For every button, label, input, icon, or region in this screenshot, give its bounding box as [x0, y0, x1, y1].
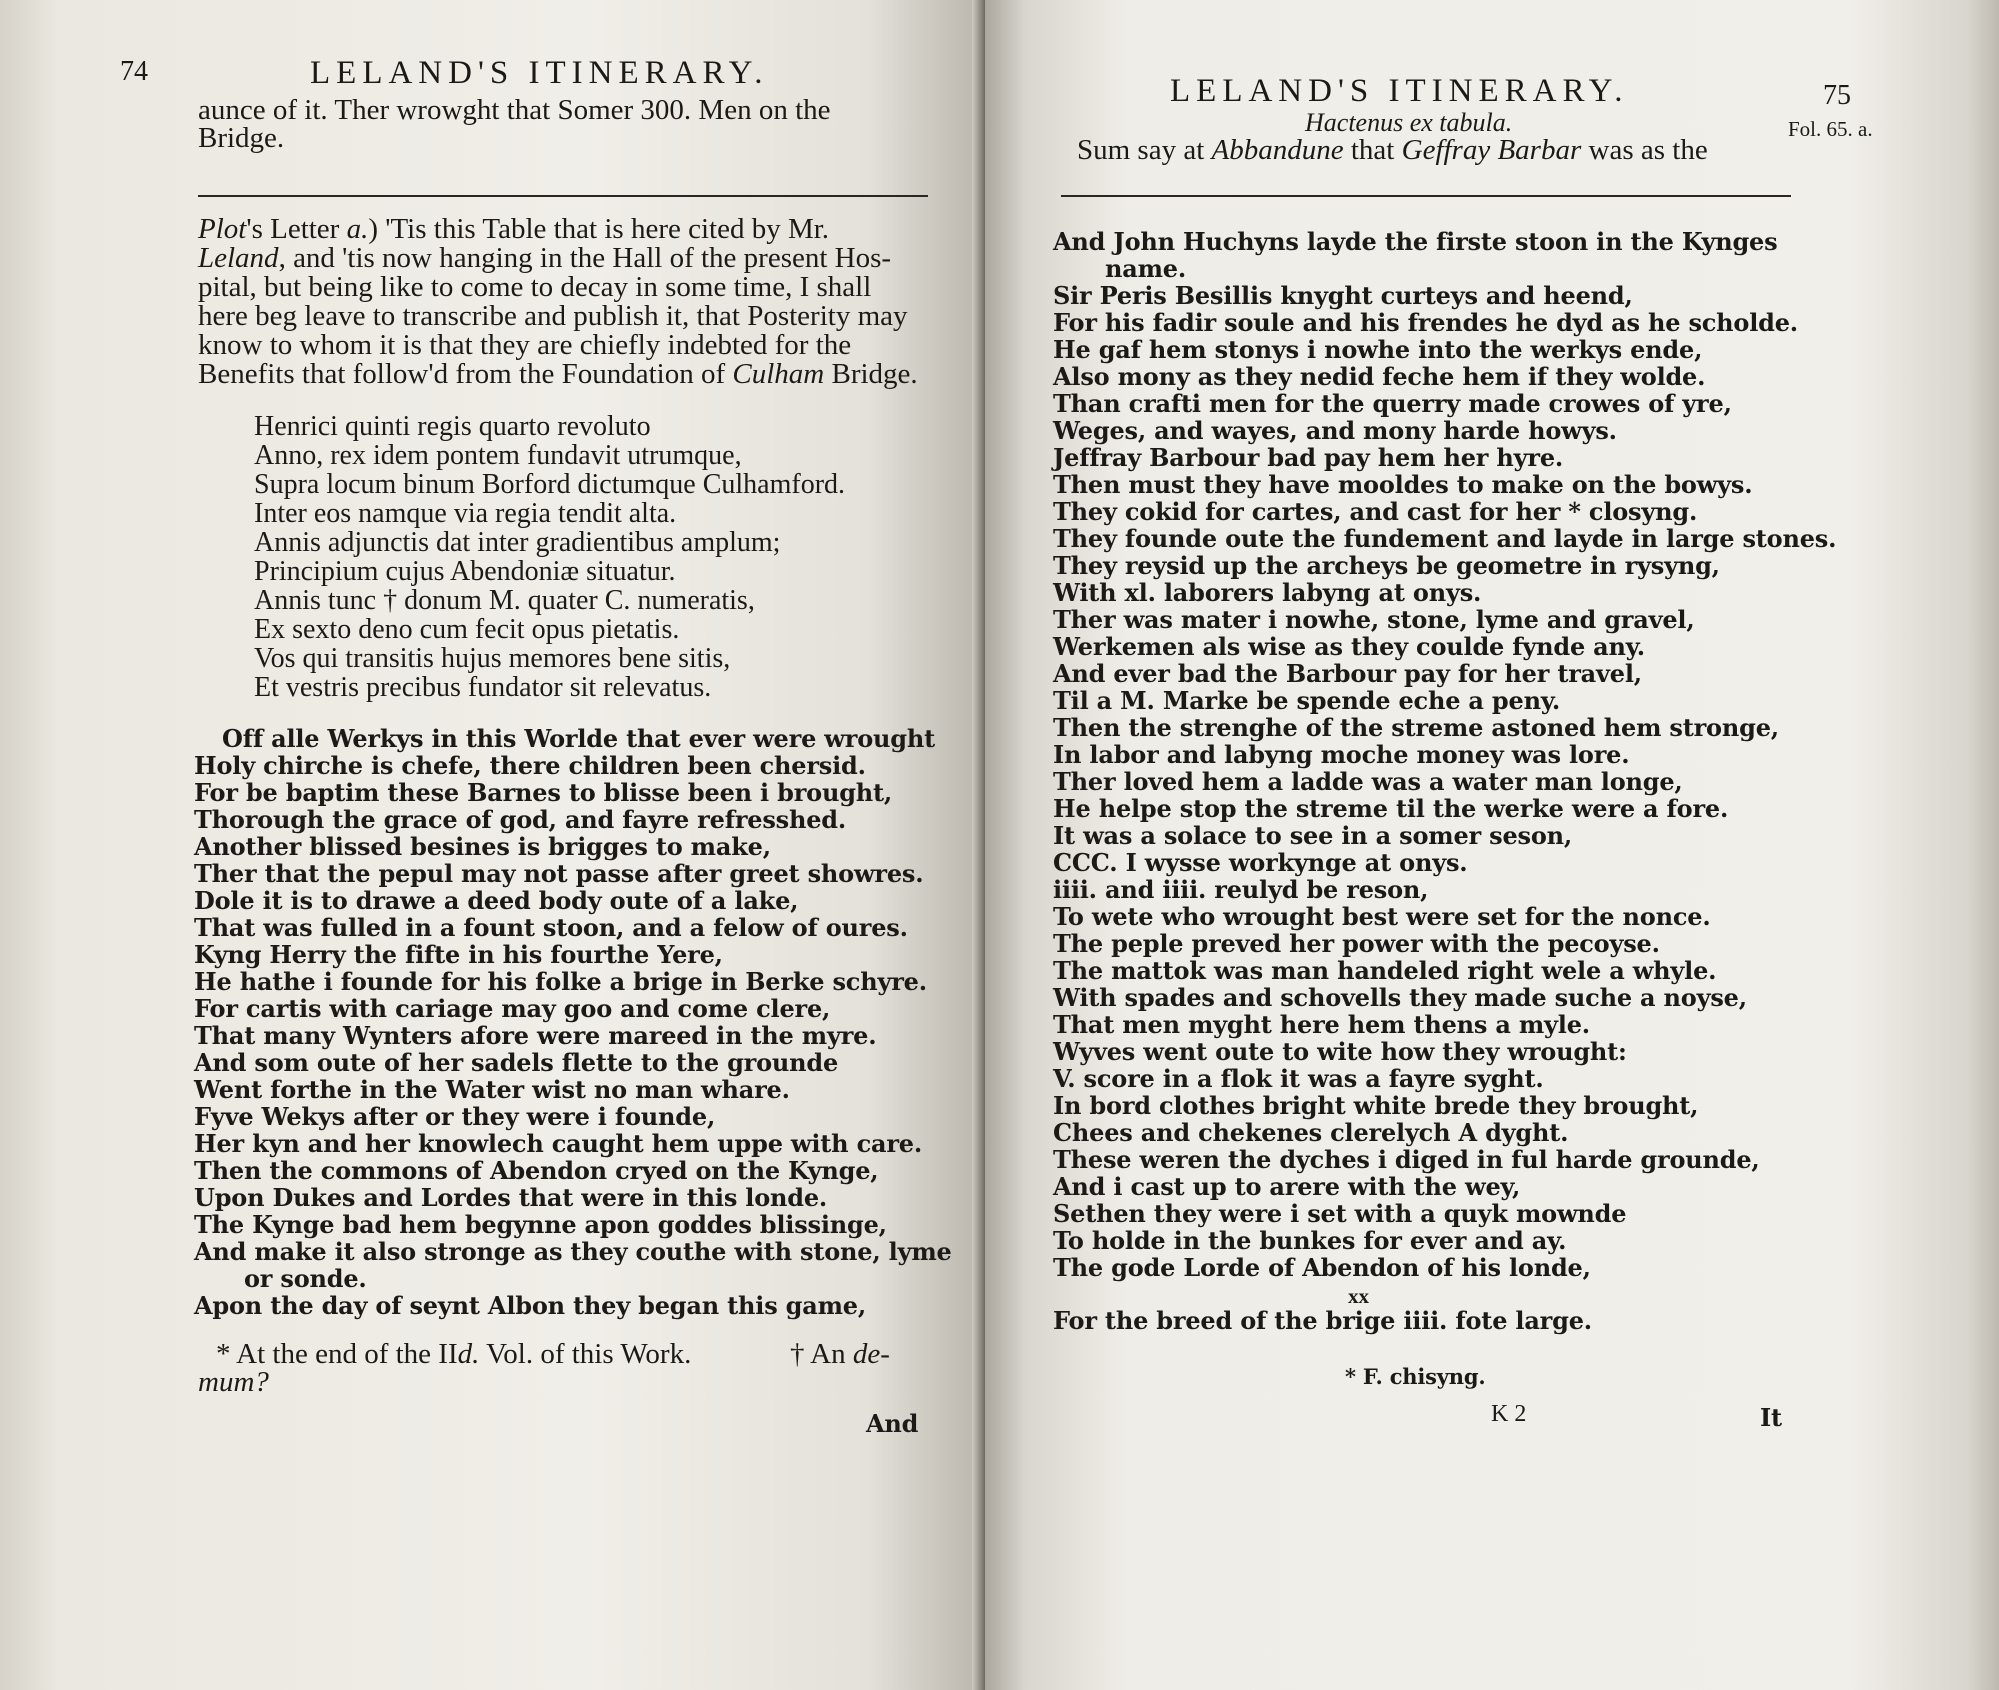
poem-line: That many Wynters afore were mareed in the myre. [194, 1021, 877, 1050]
poem-line: They reysid up the archeys be geometre in rysyng, [1053, 551, 1720, 580]
poem-line: Chees and chekenes clerelych A dyght. [1053, 1118, 1569, 1147]
poem-line: The Kynge bad hem begynne apon goddes blissinge, [194, 1210, 887, 1239]
note-line: pital, but being like to come to decay in some time, I shall [198, 271, 872, 303]
poem-line: And i cast up to arere with the wey, [1053, 1172, 1521, 1201]
latin-verse-line: Inter eos namque via regia tendit alta. [254, 498, 677, 529]
poem-line: CCC. I wysse workynge at onys. [1053, 848, 1468, 877]
poem-line: Dole it is to drawe a deed body oute of a lake, [194, 886, 799, 915]
poem-line: And ever bad the Barbour pay for her travel, [1053, 659, 1642, 688]
poem-line: Then must they have mooldes to make on the bowys. [1053, 470, 1753, 499]
poem-line: Apon the day of seynt Albon they began this game, [194, 1291, 867, 1320]
poem-line: Thorough the grace of god, and fayre refresshed. [194, 805, 847, 834]
latin-verse-line: Henrici quinti regis quarto revoluto [254, 411, 651, 442]
poem-line: Then the strenghe of the streme astoned hem stronge, [1053, 713, 1779, 742]
poem-line: Ther loved hem a ladde was a water man longe, [1053, 767, 1683, 796]
poem-line: He helpe stop the streme til the werke were a fore. [1053, 794, 1729, 823]
note-line: Plot's Letter a.) 'Tis this Table that is here cited by Mr. [198, 213, 830, 245]
footnote: * F. chisyng. [1345, 1364, 1486, 1389]
text-line: aunce of it. Ther wrowght that Somer 300. Men on the [198, 94, 831, 126]
poem-line: To wete who wrought best were set for the nonce. [1053, 902, 1711, 931]
running-head: LELAND'S ITINERARY. [310, 55, 769, 91]
note-line: here beg leave to transcribe and publish it, that Posterity may [198, 300, 908, 332]
poem-line: Upon Dukes and Lordes that were in this londe. [194, 1183, 828, 1212]
left-page [0, 0, 985, 1690]
catchword: It [1760, 1403, 1782, 1432]
footnote: † An de- [790, 1338, 890, 1370]
poem-line: These weren the dyches i diged in ful harde grounde, [1053, 1145, 1760, 1174]
poem-line: In labor and labyng moche money was lore. [1053, 740, 1630, 769]
poem-line: iiii. and iiii. reulyd be reson, [1053, 875, 1429, 904]
margin-note: Fol. 65. a. [1788, 117, 1873, 141]
note-line: Leland, and 'tis now hanging in the Hall of the present Hos- [198, 242, 892, 274]
poem-line: Til a M. Marke be spende eche a peny. [1053, 686, 1560, 715]
poem-line: Sir Peris Besillis knyght curteys and heend, [1053, 281, 1633, 310]
poem-line: With spades and schovells they made suche a noyse, [1053, 983, 1747, 1012]
poem-line: The mattok was man handeled right wele a whyle. [1053, 956, 1717, 985]
poem-line: Went forthe in the Water wist no man whare. [194, 1075, 790, 1104]
latin-verse-line: Ex sexto deno cum fecit opus pietatis. [254, 614, 680, 645]
poem-line: Ther was mater i nowhe, stone, lyme and gravel, [1053, 605, 1695, 634]
latin-verse-line: Vos qui transitis hujus memores bene sitis, [254, 643, 731, 674]
rule-divider [198, 195, 928, 197]
text-line: Sum say at Abbandune that Geffray Barbar was as the [1077, 134, 1708, 166]
poem-line: It was a solace to see in a somer seson, [1053, 821, 1573, 850]
poem-line: And make it also stronge as they couthe with stone, lyme [194, 1237, 952, 1266]
poem-line: name. [1105, 254, 1187, 283]
poem-line: To holde in the bunkes for ever and ay. [1053, 1226, 1567, 1255]
poem-line: They cokid for cartes, and cast for her * closyng. [1053, 497, 1698, 526]
poem-line: And John Huchyns layde the firste stoon in the Kynges [1053, 227, 1778, 256]
poem-line: With xl. laborers labyng at onys. [1053, 578, 1482, 607]
latin-verse-line: Anno, rex idem pontem fundavit utrumque, [254, 440, 742, 471]
poem-line: V. score in a flok it was a fayre syght. [1053, 1064, 1544, 1093]
poem-line: Then the commons of Abendon cryed on the Kynge, [194, 1156, 879, 1185]
poem-line: For his fadir soule and his frendes he dyd as he scholde. [1053, 308, 1798, 337]
signature-mark: K 2 [1491, 1401, 1527, 1427]
right-page [985, 0, 1999, 1690]
latin-verse-line: Principium cujus Abendoniæ situatur. [254, 556, 676, 587]
poem-line: For cartis with cariage may goo and come clere, [194, 994, 831, 1023]
catchword: And [866, 1409, 919, 1438]
rule-divider [1061, 195, 1791, 197]
running-head: LELAND'S ITINERARY. [1170, 73, 1629, 109]
poem-line: He gaf hem stonys i nowhe into the werkys ende, [1053, 335, 1703, 364]
poem-line: Off alle Werkys in this Worlde that ever were wrought [222, 724, 935, 753]
text-line: Bridge. [198, 122, 285, 154]
poem-line: Than crafti men for the querry made crowes of yre, [1053, 389, 1732, 418]
page-number: 74 [120, 56, 148, 87]
footnote: * At the end of the IId. Vol. of this Work. [216, 1338, 692, 1370]
latin-verse-line: Annis adjunctis dat inter gradientibus amplum; [254, 527, 781, 558]
poem-line: Ther that the pepul may not passe after greet showres. [194, 859, 924, 888]
poem-line: Her kyn and her knowlech caught hem uppe with care. [194, 1129, 923, 1158]
poem-line: Another blissed besines is brigges to make, [194, 832, 771, 861]
latin-verse-line: Et vestris precibus fundator sit relevatus. [254, 672, 712, 703]
latin-verse-line: Annis tunc † donum M. quater C. numeratis, [254, 585, 755, 616]
poem-line: Wyves went oute to wite how they wrought: [1053, 1037, 1627, 1066]
footnote: mum? [198, 1366, 269, 1398]
poem-line: For be baptim these Barnes to blisse been i brought, [194, 778, 893, 807]
poem-line: He hathe i founde for his folke a brige in Berke schyre. [194, 967, 927, 996]
poem-line: In bord clothes bright white brede they brought, [1053, 1091, 1699, 1120]
poem-line: Kyng Herry the fifte in his fourthe Yere, [194, 940, 723, 969]
poem-line: And som oute of her sadels flette to the grounde [194, 1048, 839, 1077]
poem-line: The peple preved her power with the pecoyse. [1053, 929, 1660, 958]
poem-line: The gode Lorde of Abendon of his londe, [1053, 1253, 1591, 1282]
poem-line: Jeffray Barbour bad pay hem her hyre. [1053, 443, 1564, 472]
poem-line: Weges, and wayes, and mony harde howys. [1053, 416, 1617, 445]
poem-line: Holy chirche is chefe, there children been chersid. [194, 751, 866, 780]
poem-line: That was fulled in a fount stoon, and a felow of oures. [194, 913, 908, 942]
poem-line: For the breed of the brige iiii. fote large. [1053, 1306, 1592, 1335]
poem-line: They founde oute the fundement and layde in large stones. [1053, 524, 1837, 553]
latin-verse-line: Supra locum binum Borford dictumque Culhamford. [254, 469, 846, 500]
page-number: 75 [1823, 80, 1851, 111]
poem-line: Fyve Wekys after or they were i founde, [194, 1102, 716, 1131]
poem-line: Also mony as they nedid feche hem if they wolde. [1053, 362, 1706, 391]
poem-line: or sonde. [244, 1264, 367, 1293]
note-line: know to whom it is that they are chiefly indebted for the [198, 329, 852, 361]
note-line: Benefits that follow'd from the Foundation of Culham Bridge. [198, 358, 918, 390]
poem-line: Sethen they were i set with a quyk mownde [1053, 1199, 1627, 1228]
subhead: Hactenus ex tabula. [1305, 108, 1513, 137]
mark-xx: xx [1348, 1284, 1369, 1308]
poem-line: That men myght here hem thens a myle. [1053, 1010, 1590, 1039]
poem-line: Werkemen als wise as they coulde fynde any. [1053, 632, 1645, 661]
